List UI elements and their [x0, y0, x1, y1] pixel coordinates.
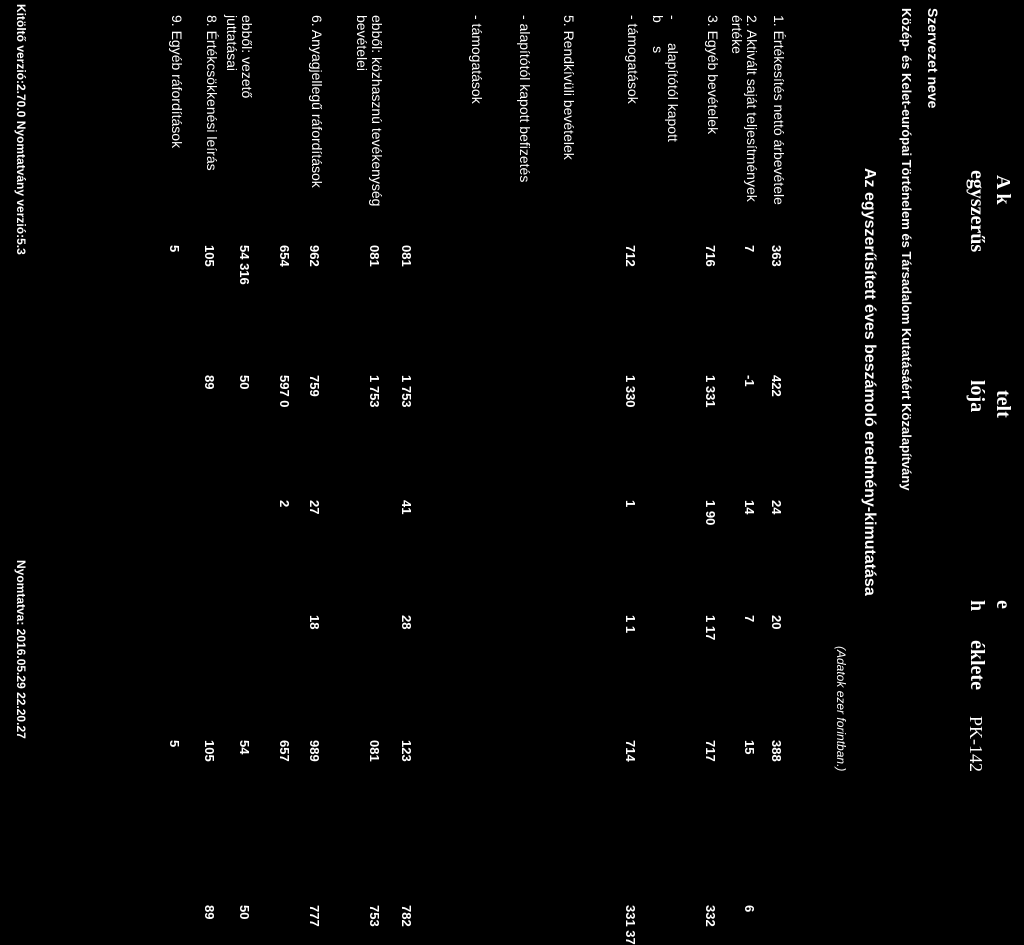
row-label: - támogatások: [625, 15, 641, 104]
row-cell: 989: [307, 740, 322, 762]
row-cell: 50: [237, 375, 252, 390]
row-cell: 54: [237, 740, 252, 755]
row-label: 9. Egyéb ráfordítások: [169, 15, 185, 149]
row-cell: 54 316: [237, 245, 252, 285]
row-cell: 714: [623, 740, 638, 762]
row-label: 6. Anyagjellegű ráfordítások: [309, 15, 325, 188]
row-cell: 657: [277, 740, 292, 762]
title-fragment-1: A k: [992, 175, 1014, 205]
row-cell: -1: [742, 375, 757, 387]
row-cell: 2: [277, 500, 292, 508]
row-cell: 6: [742, 905, 757, 913]
row-cell: 782: [399, 905, 414, 927]
row-cell: 5: [167, 245, 182, 253]
row-cell: 15: [742, 740, 757, 755]
title-fragment-3: e: [992, 600, 1014, 609]
row-cell: 89: [202, 375, 217, 390]
row-cell: 081: [367, 245, 382, 267]
row-cell: 1 753: [399, 375, 414, 408]
row-cell: 753: [367, 905, 382, 927]
kitolto-version: Kitöltő verzió:2.70.0 Nyomtatvány verzió:5.3: [14, 4, 28, 255]
row-cell: 7: [742, 245, 757, 253]
row-cell: 1 753: [367, 375, 382, 408]
print-date: Nyomtatva: 2016.05.29 22.20.27: [14, 560, 28, 739]
row-label: 1. Értékesítés nettó árbevétele: [771, 15, 787, 205]
row-cell: 27: [307, 500, 322, 515]
row-label: ebből: vezető juttatásai: [224, 15, 255, 99]
row-cell: 759: [307, 375, 322, 397]
report-title: Az egyszerűsített éves beszámoló eredmény-kimutatása: [861, 168, 878, 596]
row-cell: 1 331: [703, 375, 718, 408]
row-cell: 388: [769, 740, 784, 762]
row-cell: 717: [703, 740, 718, 762]
row-label: - alapítótól kapott b s: [650, 15, 681, 142]
row-cell: 081: [367, 740, 382, 762]
row-cell: 20: [769, 615, 784, 630]
row-cell: 1 330: [623, 375, 638, 408]
title-fragment-5: lója: [966, 380, 988, 413]
units-note: (Adatok ezer forintban.): [834, 646, 848, 772]
row-cell: 41: [399, 500, 414, 515]
row-cell: 712: [623, 245, 638, 267]
title-fragment-4: egyszerűs: [966, 170, 988, 253]
row-cell: 363: [769, 245, 784, 267]
row-label: 3. Egyéb bevételek: [705, 15, 721, 135]
row-cell: 1 90: [703, 500, 718, 526]
org-name: Közép- és Kelet-európai Történelem és Társadalom Kutatásáért Közalapítvány: [899, 8, 914, 491]
row-label: 5. Rendkívüli bevételek: [561, 15, 577, 160]
row-cell: 654: [277, 245, 292, 267]
row-cell: 962: [307, 245, 322, 267]
row-cell: 422: [769, 375, 784, 397]
row-cell: 24: [769, 500, 784, 515]
row-label: ebből: közhasznú tevékenység bevételei: [354, 15, 385, 207]
row-cell: 28: [399, 615, 414, 630]
row-cell: 18: [307, 615, 322, 630]
row-label: 8. Értékcsökkenési leírás: [204, 15, 220, 171]
form-code: PK-142: [966, 716, 986, 773]
row-cell: 50: [237, 905, 252, 920]
row-cell: 332: [703, 905, 718, 927]
row-cell: 89: [202, 905, 217, 920]
title-fragment-6: h: [966, 600, 988, 612]
row-cell: 105: [202, 245, 217, 267]
title-fragment-2: telt: [992, 390, 1014, 418]
row-cell: 777: [307, 905, 322, 927]
row-cell: 597 0: [277, 375, 292, 408]
row-cell: 1 1: [623, 615, 638, 634]
row-label: 2. Aktivált saját teljesítmények értéke: [729, 15, 760, 202]
row-cell: 081: [399, 245, 414, 267]
row-cell: 123: [399, 740, 414, 762]
row-cell: 1: [623, 500, 638, 508]
row-cell: 7: [742, 615, 757, 623]
org-label: Szervezet neve: [925, 8, 941, 109]
row-cell: 5: [167, 740, 182, 748]
row-label: - támogatások: [469, 15, 485, 104]
row-cell: 1 17: [703, 615, 718, 641]
row-label: - alapítótól kapott befizetés: [517, 15, 533, 183]
row-cell: 331 37: [623, 905, 638, 945]
title-fragment-7: éklete: [966, 640, 988, 690]
row-cell: 716: [703, 245, 718, 267]
row-cell: 105: [202, 740, 217, 762]
row-cell: 14: [742, 500, 757, 515]
